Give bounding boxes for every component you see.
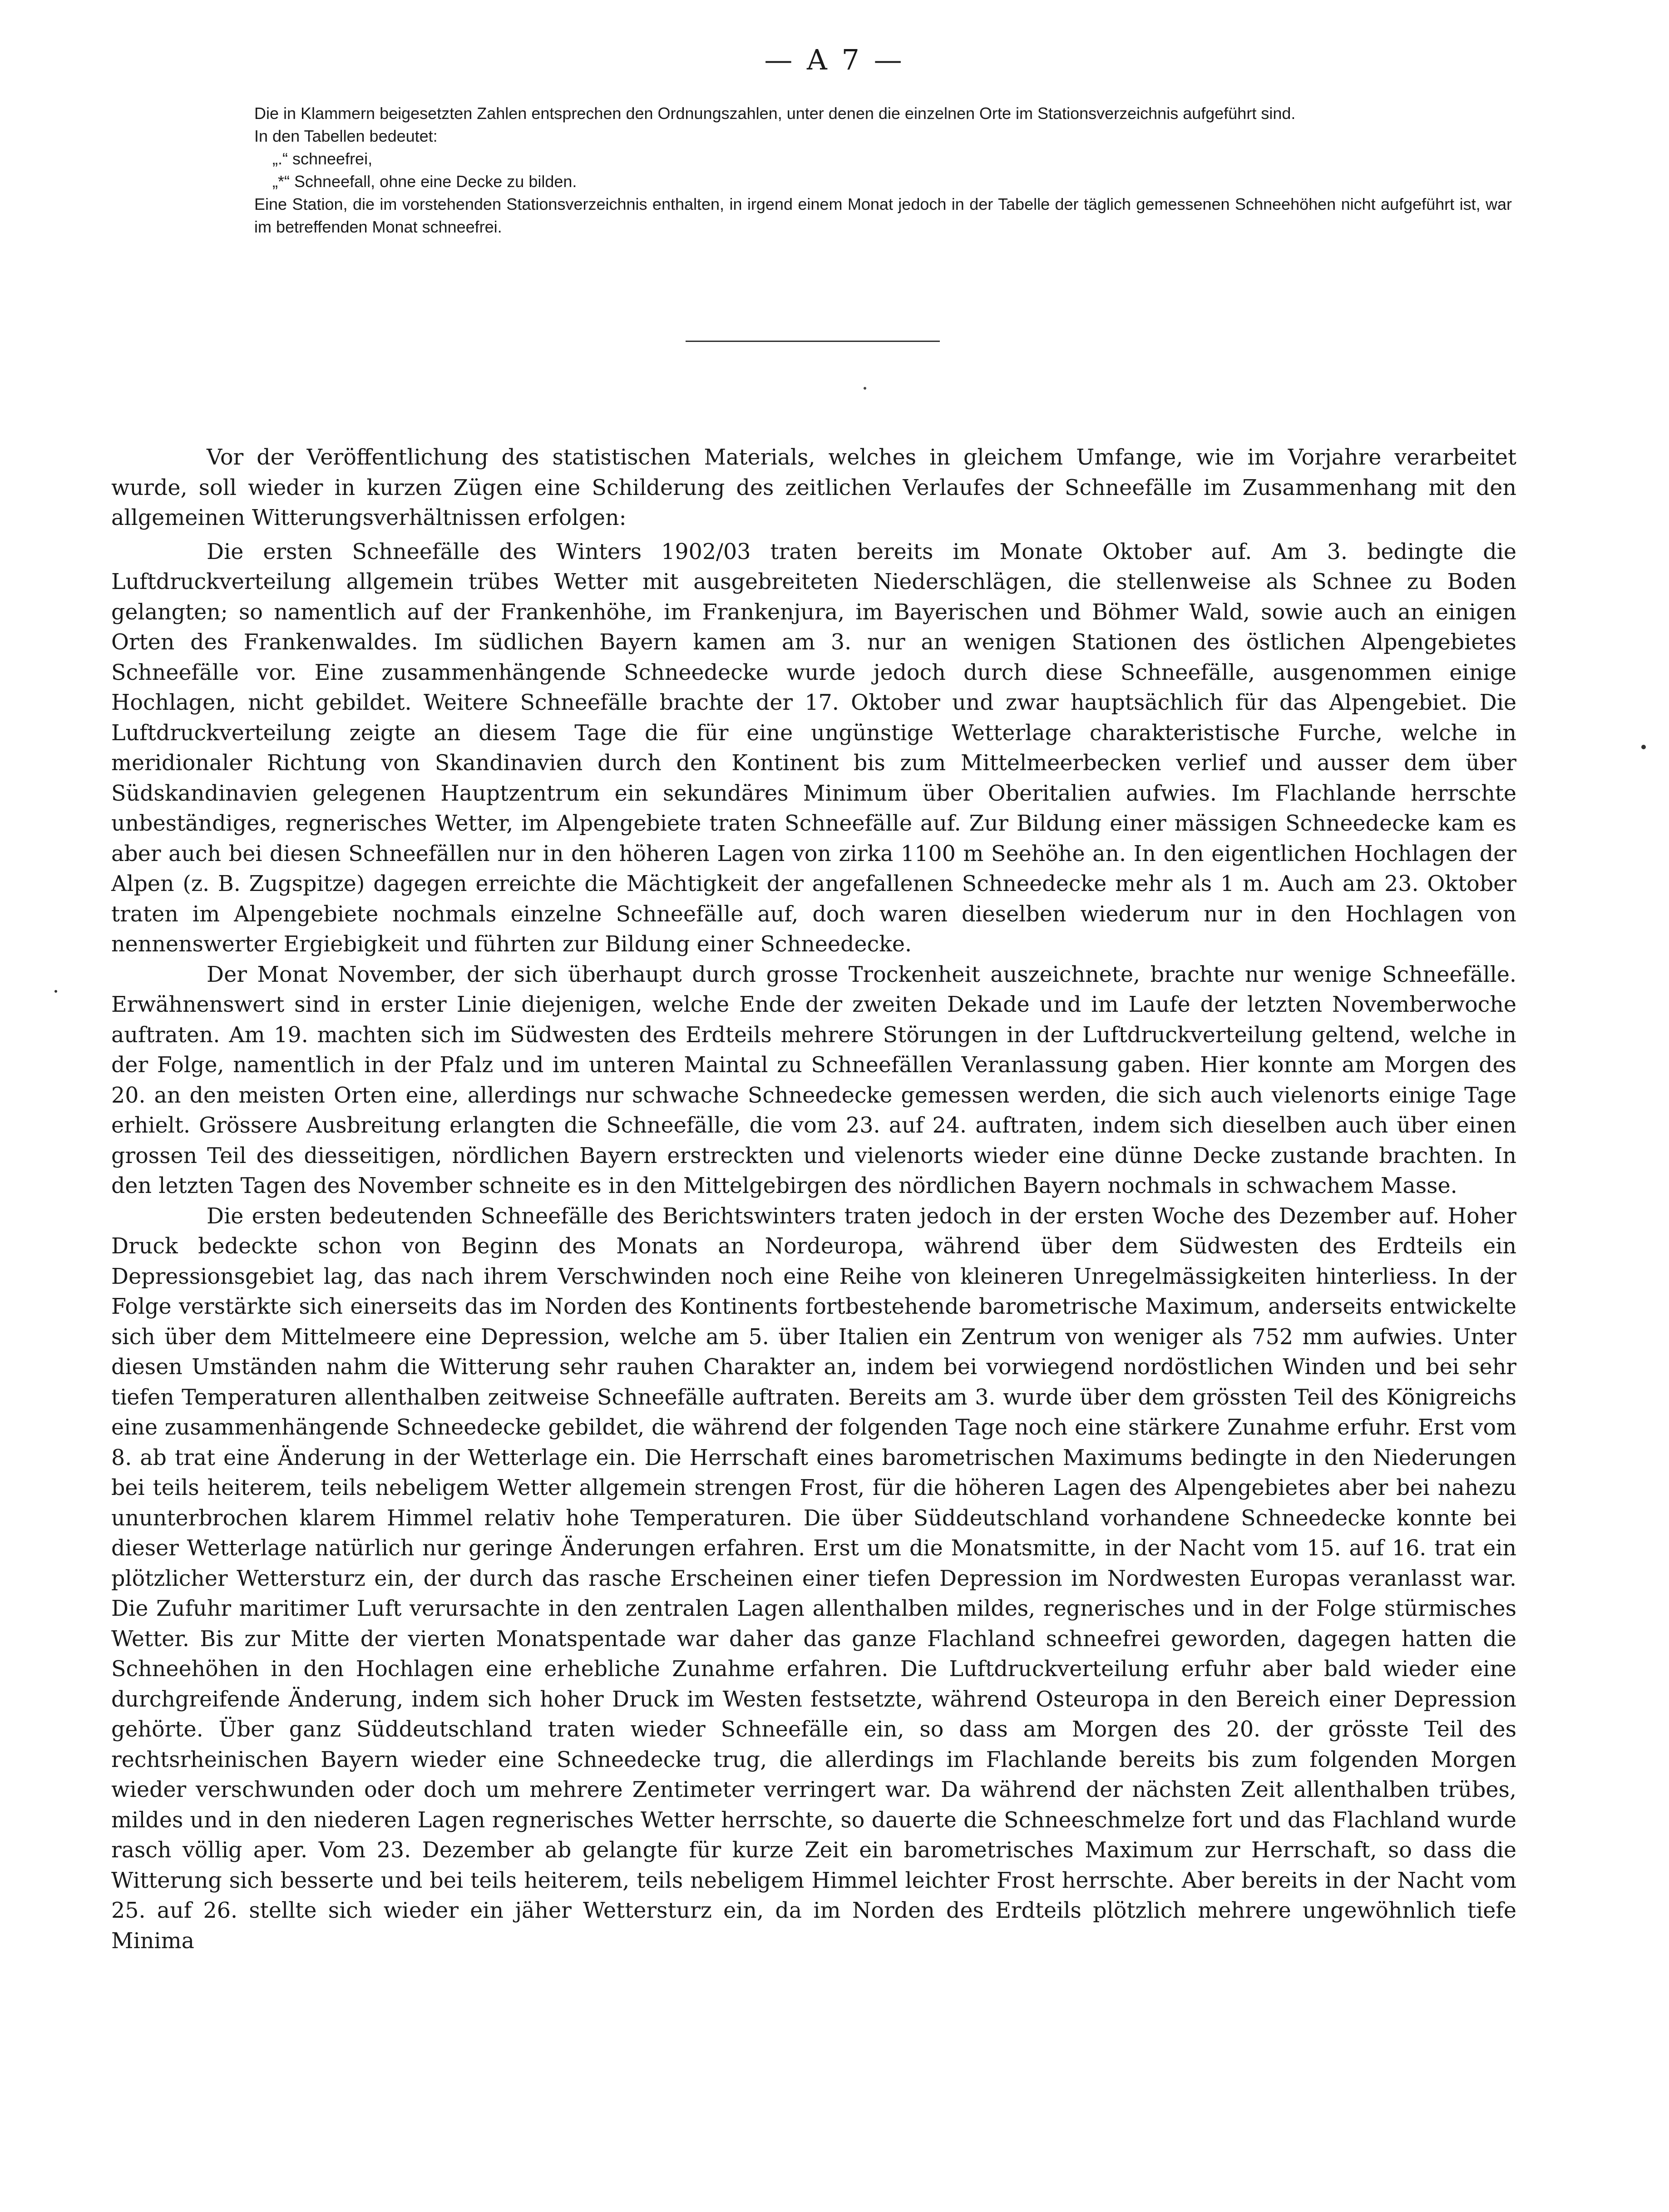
paragraph: Die ersten bedeutenden Schneefälle des Berichtswinters traten jedoch in der ersten Woche des Dezember auf. Hoher Druck bedeckte schon von Beginn des Monats an Nordeuropa, während über dem Südwesten des Erdteils ein Depressionsgebiet lag, das nach ihrem Verschwinden noch eine Reihe von kleineren Unregelmässigkeiten hinterliess. In der Folge verstärkte sich einerseits das im Norden des Kontinents fortbestehende barometrische Maximum, anderseits entwickelte sich über dem Mittelmeere eine Depression, welche am 5. über Italien ein Zentrum von weniger als 752 mm aufwies. Unter diesen Umständen nahm die Witterung sehr rauhen Charakter an, indem bei vorwiegend nordöstlichen Winden und bei sehr tiefen Temperaturen allenthalben zeitweise Schneefälle auftraten. Bereits am 3. wurde über dem grössten Teil des Königreichs eine zusammenhängende Schneedecke gebildet, die während der folgenden Tage noch eine stärkere Zunahme erfuhr. Erst vom 8. ab trat eine Änderung in der Wetterlage ein. Die Herrschaft eines barometrischen Maximums bedingte in den Niederungen bei teils heiterem, teils nebeligem Wetter allgemein strengen Frost, für die höheren Lagen des Alpengebietes aber bei nahezu ununterbrochen klarem Himmel relativ hohe Temperaturen. Die über Süddeutschland vorhandene Schneedecke konnte bei dieser Wetterlage natürlich nur geringe Änderungen erfahren. Erst um die Monatsmitte, in der Nacht vom 15. auf 16. trat ein plötzlicher Wettersturz ein, der durch das rasche Erscheinen einer tiefen Depression im Nordwesten Europas veranlasst war. Die Zufuhr maritimer Luft verursachte in den zentralen Lagen allenthalben mildes, regnerisches und in der Folge stürmisches Wetter. Bis zur Mitte der vierten Monatspentade war daher das ganze Flachland schneefrei geworden, dagegen hatten die Schneehöhen in den Hochlagen eine erhebliche Zunahme erfahren. Die Luftdruckverteilung erfuhr aber bald wieder eine durchgreifende Änderung, indem sich hoher Druck im Westen festsetzte, während Osteuropa in den Bereich einer Depression gehörte. Über ganz Süddeutschland traten wieder Schneefälle ein, so dass am Morgen des 20. der grösste Teil des rechtsrheinischen Bayern wieder eine Schneedecke trug, die allerdings im Flachlande bereits bis zum folgenden Morgen wieder verschwunden oder doch um mehrere Zentimeter verringert war. Da während der nächsten Zeit allenthalben trübes, mildes und in den niederen Lagen regnerisches Wetter herrschte, so dauerte die Schneeschmelze fort und das Flachland wurde rasch völlig aper. Vom 23. Dezember ab gelangte für kurze Zeit ein barometrisches Maximum zur Herrschaft, so dass die Witterung sich besserte und bei teils heiterem, teils nebeligem Himmel leichter Frost herrschte. Aber bereits in der Nacht vom 25. auf 26. stellte sich wieder ein jäher Wettersturz ein, da im Norden des Erdteils plötzlich mehrere ungewöhnlich tiefe Minima — [111, 1203, 1516, 1954]
paragraph: Vor der Veröffentlichung des statistischen Materials, welches in gleichem Umfange, wie im Vorjahre verarbeitet wurde, soll wieder in kurzen Zügen eine Schilderung des zeitlichen Verlaufes der Schneefälle im Zusammenhang mit den allgemeinen Witterungsverhältnissen erfolgen: — [111, 445, 1516, 530]
page-number: — A 7 — — [764, 43, 905, 76]
main-text — [111, 443, 1516, 1956]
section-divider — [686, 341, 940, 342]
paragraph: Die ersten Schneefälle des Winters 1902/03 traten bereits im Monate Oktober auf. Am 3. bedingte die Luftdruckverteilung allgemein trübes Wetter mit ausgebreiteten Niederschlägen, die stellenweise als Schnee zu Boden gelangten; so namentlich auf der Frankenhöhe, im Frankenjura, im Bayerischen und Böhmer Wald, sowie auch an einigen Orten des Frankenwaldes. Im südlichen Bayern kamen am 3. nur an wenigen Stationen des östlichen Alpengebietes Schneefälle vor. Eine zusammenhängende Schneedecke wurde jedoch durch diese Schneefälle, ausgenommen einige Hochlagen, nicht gebildet. Weitere Schneefälle brachte der 17. Oktober und zwar hauptsächlich für das Alpengebiet. Die Luftdruckverteilung zeigte an diesem Tage die für eine ungünstige Wetterlage charakteristische Furche, welche in meridionaler Richtung von Skandinavien durch den Kontinent bis zum Mittelmeerbecken verlief und ausser dem über Südskandinavien gelegenen Hauptzentrum ein sekundäres Minimum über Oberitalien aufwies. Im Flachlande herrschte unbeständiges, regnerisches Wetter, im Alpengebiete traten Schneefälle auf. Zur Bildung einer mässigen Schneedecke kam es aber auch bei diesen Schneefällen nur in den höheren Lagen von zirka 1100 m Seehöhe an. In den eigentlichen Hochlagen der Alpen (z. B. Zugspitze) dagegen erreichte die Mächtigkeit der angefallenen Schneedecke mehr als 1 m. Auch am 23. Oktober traten im Alpengebiete nochmals einzelne Schneefälle auf, doch waren dieselben wiederum nur in den Hochlagen von nennenswerter Ergiebigkeit und führten zur Bildung einer Schneedecke. — [111, 539, 1516, 957]
note-line: „*“ Schneefall, ohne eine Decke zu bilden. — [272, 172, 577, 191]
note-line: In den Tabellen bedeutet: — [254, 127, 438, 145]
note-line: Die in Klammern beigesetzten Zahlen entsprechen den Ordnungszahlen, unter denen die einzelnen Orte im Stationsverzeichnis aufgeführt sind. — [254, 104, 1296, 123]
note-line: „.“ schneefrei, — [272, 149, 373, 168]
margin-mark — [54, 990, 57, 993]
print-speck — [864, 387, 866, 390]
note-line: Eine Station, die im vorstehenden Stationsverzeichnis enthalten, in irgend einem Monat jedoch in der Tabelle der täglich gemessenen Schneehöhen nicht aufgeführt ist, war im betreffenden Monat schneefrei. — [254, 195, 1512, 236]
legend-notes — [168, 102, 1512, 238]
paragraph: Der Monat November, der sich überhaupt durch grosse Trockenheit auszeichnete, brachte nur wenige Schneefälle. Erwähnenswert sind in erster Linie diejenigen, welche Ende der zweiten Dekade und im Laufe der letzten Novemberwoche auftraten. Am 19. machten sich im Südwesten des Erdteils mehrere Störungen in der Luftdruckverteilung geltend, welche in der Folge, namentlich in der Pfalz und im unteren Maintal zu Schneefällen Veranlassung gaben. Hier konnte am Morgen des 20. an den meisten Orten eine, allerdings nur schwache Schneedecke gemessen werden, die sich auch vielenorts einige Tage erhielt. Grössere Ausbreitung erlangten die Schneefälle, die vom 23. auf 24. auftraten, indem sich dieselben auch über einen grossen Teil des diesseitigen, nördlichen Bayern erstreckten und vielenorts wieder eine dünne Decke zustande brachten. In den letzten Tagen des November schneite es in den Mittelgebirgen des nördlichen Bayern nochmals in schwachem Masse. — [111, 962, 1516, 1198]
margin-mark — [1641, 745, 1646, 749]
